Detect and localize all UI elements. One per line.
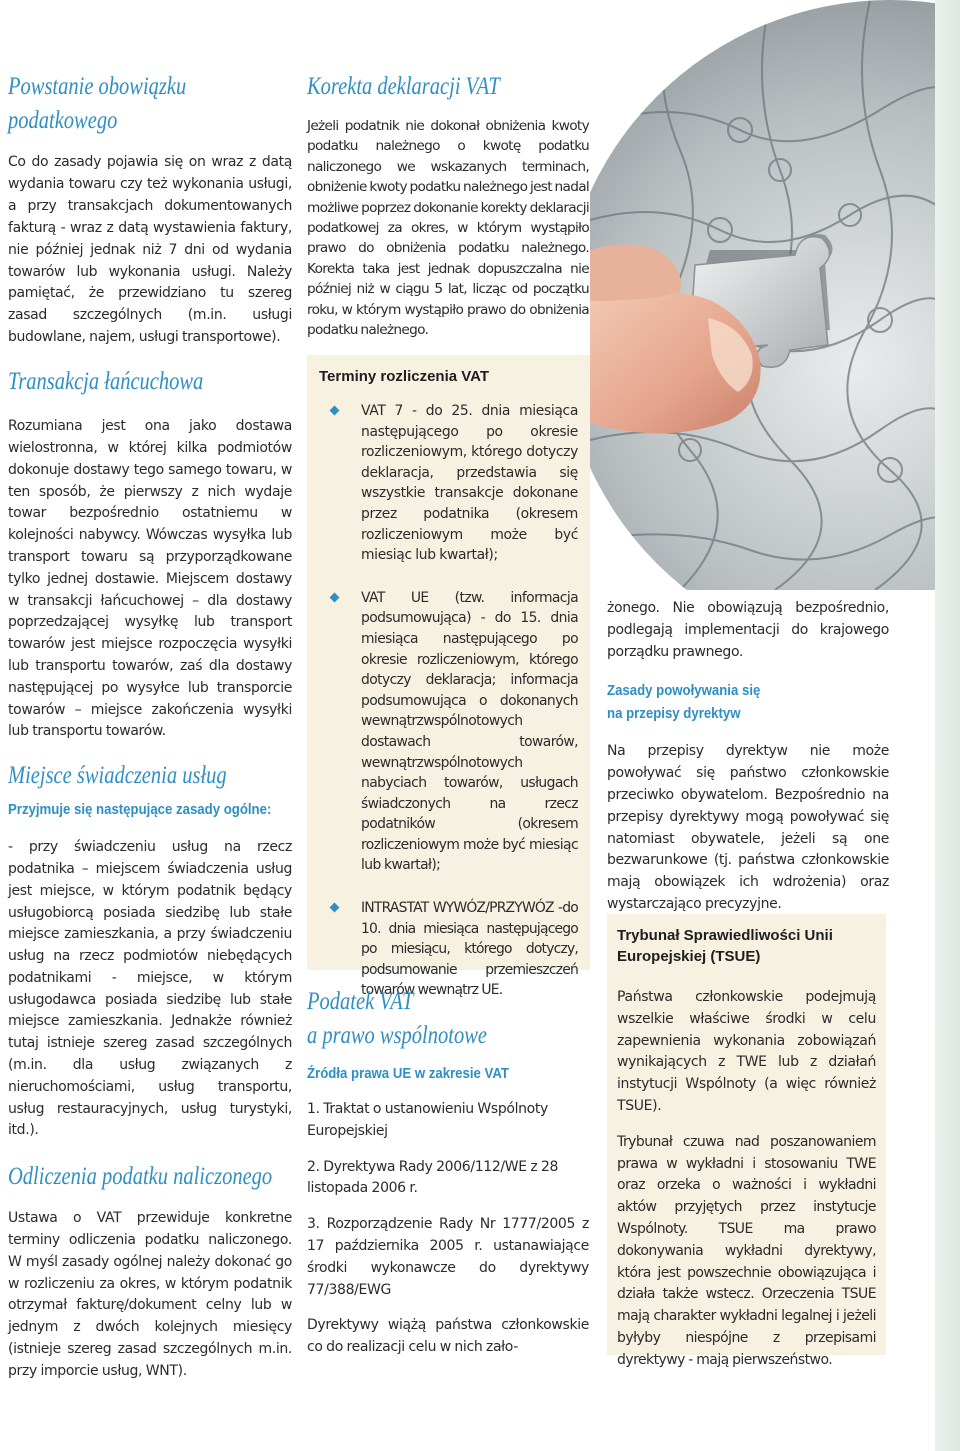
heading-transakcja-lancuchowa: Transakcja łańcuchowa — [8, 368, 204, 396]
box-terminy-rozliczenia — [307, 355, 590, 999]
diamond-bullet-icon — [330, 406, 340, 416]
heading-korekta-deklaracji: Korekta deklaracji VAT — [307, 73, 500, 100]
box-title-tsue: Trybunał Sprawiedliwości Unii Europejskiej (TSUE) — [617, 927, 833, 965]
box-title-terminy: Terminy rozliczenia VAT — [319, 368, 490, 385]
diamond-bullet-icon — [330, 592, 340, 602]
puzzle-globe-illustration — [590, 0, 960, 590]
puzzle-globe-photo — [590, 0, 960, 590]
paragraph-powstanie-obowiazku: Co do zasady pojawia się on wraz z datą wydania towaru czy też wykonania usługi, a przy transakcjach dokumentowanych fakturą - wraz z datą wystawienia faktury, nie później jednak niż 7 dni od wydania towarów lub wykonania usługi. Należy pamiętać, że przewidziano tu szereg zasad szczególnych (m.in. usługi budowlane, najem, usługi transportowe). — [8, 154, 292, 346]
paragraph-tsue-1: Państwa członkowskie podejmują wszelkie właściwe środki w celu zapewnienia wykonania zobowiązań wynikających z TWE lub z działań instytucji Wspólnoty (a więc również TSUE). — [617, 989, 876, 1114]
paragraph-dyrektywy-continued: żonego. Nie obowiązują bezpośrednio, podlegają implementacji do krajowego porządku prawnego. — [607, 600, 889, 660]
column-left — [8, 70, 292, 1383]
paragraph-tsue-2: Trybunał czuwa nad poszanowaniem prawa w wykładni i stosowaniu TWE oraz orzeka o ważności i wykładni aktów przyjętych przez instytucje Wspólnoty. TSUE ma prawo dokonywania wykładni dyrektywy, która jest powszechnie obowiązująca i działa także wstecz. Orzeczenia TSUE mają charakter wykładni legalnej i jeżeli byłyby niespójne z przepisami dyrektywy - mają pierwszeństwo. — [617, 1133, 876, 1368]
paragraph-korekta-deklaracji: Jeżeli podatnik nie dokonał obniżenia kwoty podatku należnego o kwotę podatku naliczonego we wskazanych terminach, obniżenie kwoty podatku należnego jest nadal możliwe poprzez dokonanie korekty deklaracji podatkowej za okres, w którym wystąpiło prawo do obniżenia podatku należnego. Korekta taka jest jednak dopuszczalna nie później niż w ciągu 5 lat, licząc od początku roku, w którym wystąpiło prawo do obniżenia podatku należnego. — [307, 118, 589, 339]
column-right — [607, 598, 889, 916]
paragraph-transakcja-lancuchowa: Rozumiana jest ona jako dostawa wielostronna, w której kilka podmiotów dokonuje dostawy tego samego towaru, w ten sposób, że pierwszy z nich wydaje towar bezpośrednio ostatniemu w kolejności nabywcy. Wówczas wysyłka lub transport towaru są przyporządkowane tylko jednej dostawie. Miejscem dostawy w transakcji łańcuchowej – dla dostawy poprzedzającej wysyłkę lub transport towarów jest miejsce rozpoczęcia wysyłki lub transportu towarów, zaś dla dostawy następującej po wysyłce lub transporcie towarów – miejsce zakończenia wysyłki lub transportu towarów. — [8, 418, 292, 740]
source-item-1: 1. Traktat o ustanowieniu Wspólnoty Europejskiej — [307, 1101, 548, 1139]
paragraph-odliczenia-podatku: Ustawa o VAT przewiduje konkretne terminy odliczenia podatku naliczonego. W myśl zasady ogólnej należy dokonać go w rozliczeniu za okres, w którym podatnik otrzymał fakturę/dokument celny lub w jednym z dwóch kolejnych miesięcy (istnieje szereg zasad szczególnych m.in. przy imporcie usług, WNT). — [8, 1210, 292, 1379]
list-item: VAT 7 - do 25. dnia miesiąca następującego po okresie rozliczeniowym, którego dotyczy deklaracja, przedstawia się wszystkie transakcje dokonane przez podatnika (okresem rozliczeniowym może być miesiąc lub kwartał); — [319, 401, 578, 566]
heading-odliczenia-podatku: Odliczenia podatku naliczonego — [8, 1163, 273, 1191]
heading-powstanie-obowiazku: Powstanie obowiązku podatkowego — [8, 73, 187, 134]
box-tsue — [607, 914, 886, 1368]
paragraph-miejsce-swiadczenia-uslug: - przy świadczeniu usług na rzecz podatnika – miejscem świadczenia usług jest miejsce, w którym podatnik będący usługobiorcą posiada siedzibę lub stałe miejsce zamieszkania, a przy świadczeniu usług na rzecz podmiotów niebędących podatnikami - miejsce, w którym usługodawca posiada siedzibę lub stałe miejsce zamieszkania. Jednakże również tutaj istnieje szereg zasad szczególnych (m.in. dla usług związanych z nieruchomościami, usług transportu, usług restauracyjnych, usług turystyki, itd.). — [8, 839, 292, 1139]
heading-podatek-vat-prawo-wspolnotowe: Podatek VAT a prawo wspólnotowe — [307, 988, 487, 1049]
source-item-2: 2. Dyrektywa Rady 2006/112/WE z 28 listopada 2006 r. — [307, 1158, 559, 1197]
list-item: INTRASTAT WYWÓZ/PRZYWÓZ -do 10. dnia miesiąca następującego po miesiącu, którego dotyczy, podsumowanie przemieszczeń towarów wewnątrz UE. — [319, 898, 578, 1001]
paragraph-zasady-powolywania: Na przepisy dyrektyw nie może powoływać się państwo członkowskie przeciwko obywatelom. Bezpośrednio na przepisy dyrektywy mogą powoływać się natomiast obywatele, jeżeli są one bezwarunkowe (tj. państwa członkowskie mają obowiązek ich wdrożenia) oraz wystarczająco precyzyjne. — [607, 743, 889, 912]
heading-zasady-powolywania: Zasady powoływania się na przepisy dyrektyw — [607, 682, 761, 723]
page-edge-strip — [935, 0, 960, 1451]
column-middle-lower — [307, 985, 589, 1359]
terms-list — [319, 401, 578, 1001]
list-item: VAT UE (tzw. informacja podsumowująca) - do 15. dnia miesiąca następującego po okresie rozliczeniowym, którego dotyczy deklaracja; informacja podsumowująca o dokonanych wewnątrzwspólnotowych dostawach towarów, wewnątrzwspólnotowych nabyciach towarów, usługach świadczonych na rzecz podatników (okresem rozliczeniowym może być miesiąc lub kwartał); — [319, 588, 578, 876]
subheading-zrodla-prawa: Źródła prawa UE w zakresie VAT — [307, 1065, 509, 1082]
heading-miejsce-swiadczenia-uslug: Miejsce świadczenia usług — [8, 762, 227, 790]
source-item-3: 3. Rozporządzenie Rady Nr 1777/2005 z 17 października 2005 r. ustanawiające środki wykonawcze do dyrektywy 77/388/EWG — [307, 1216, 589, 1298]
subheading-zasady-ogolne: Przyjmuje się następujące zasady ogólne: — [8, 801, 272, 819]
paragraph-dyrektywy: Dyrektywy wiążą państwa członkowskie co do realizacji celu w nich zało- — [307, 1317, 589, 1356]
diamond-bullet-icon — [330, 903, 340, 913]
column-middle — [307, 70, 589, 340]
